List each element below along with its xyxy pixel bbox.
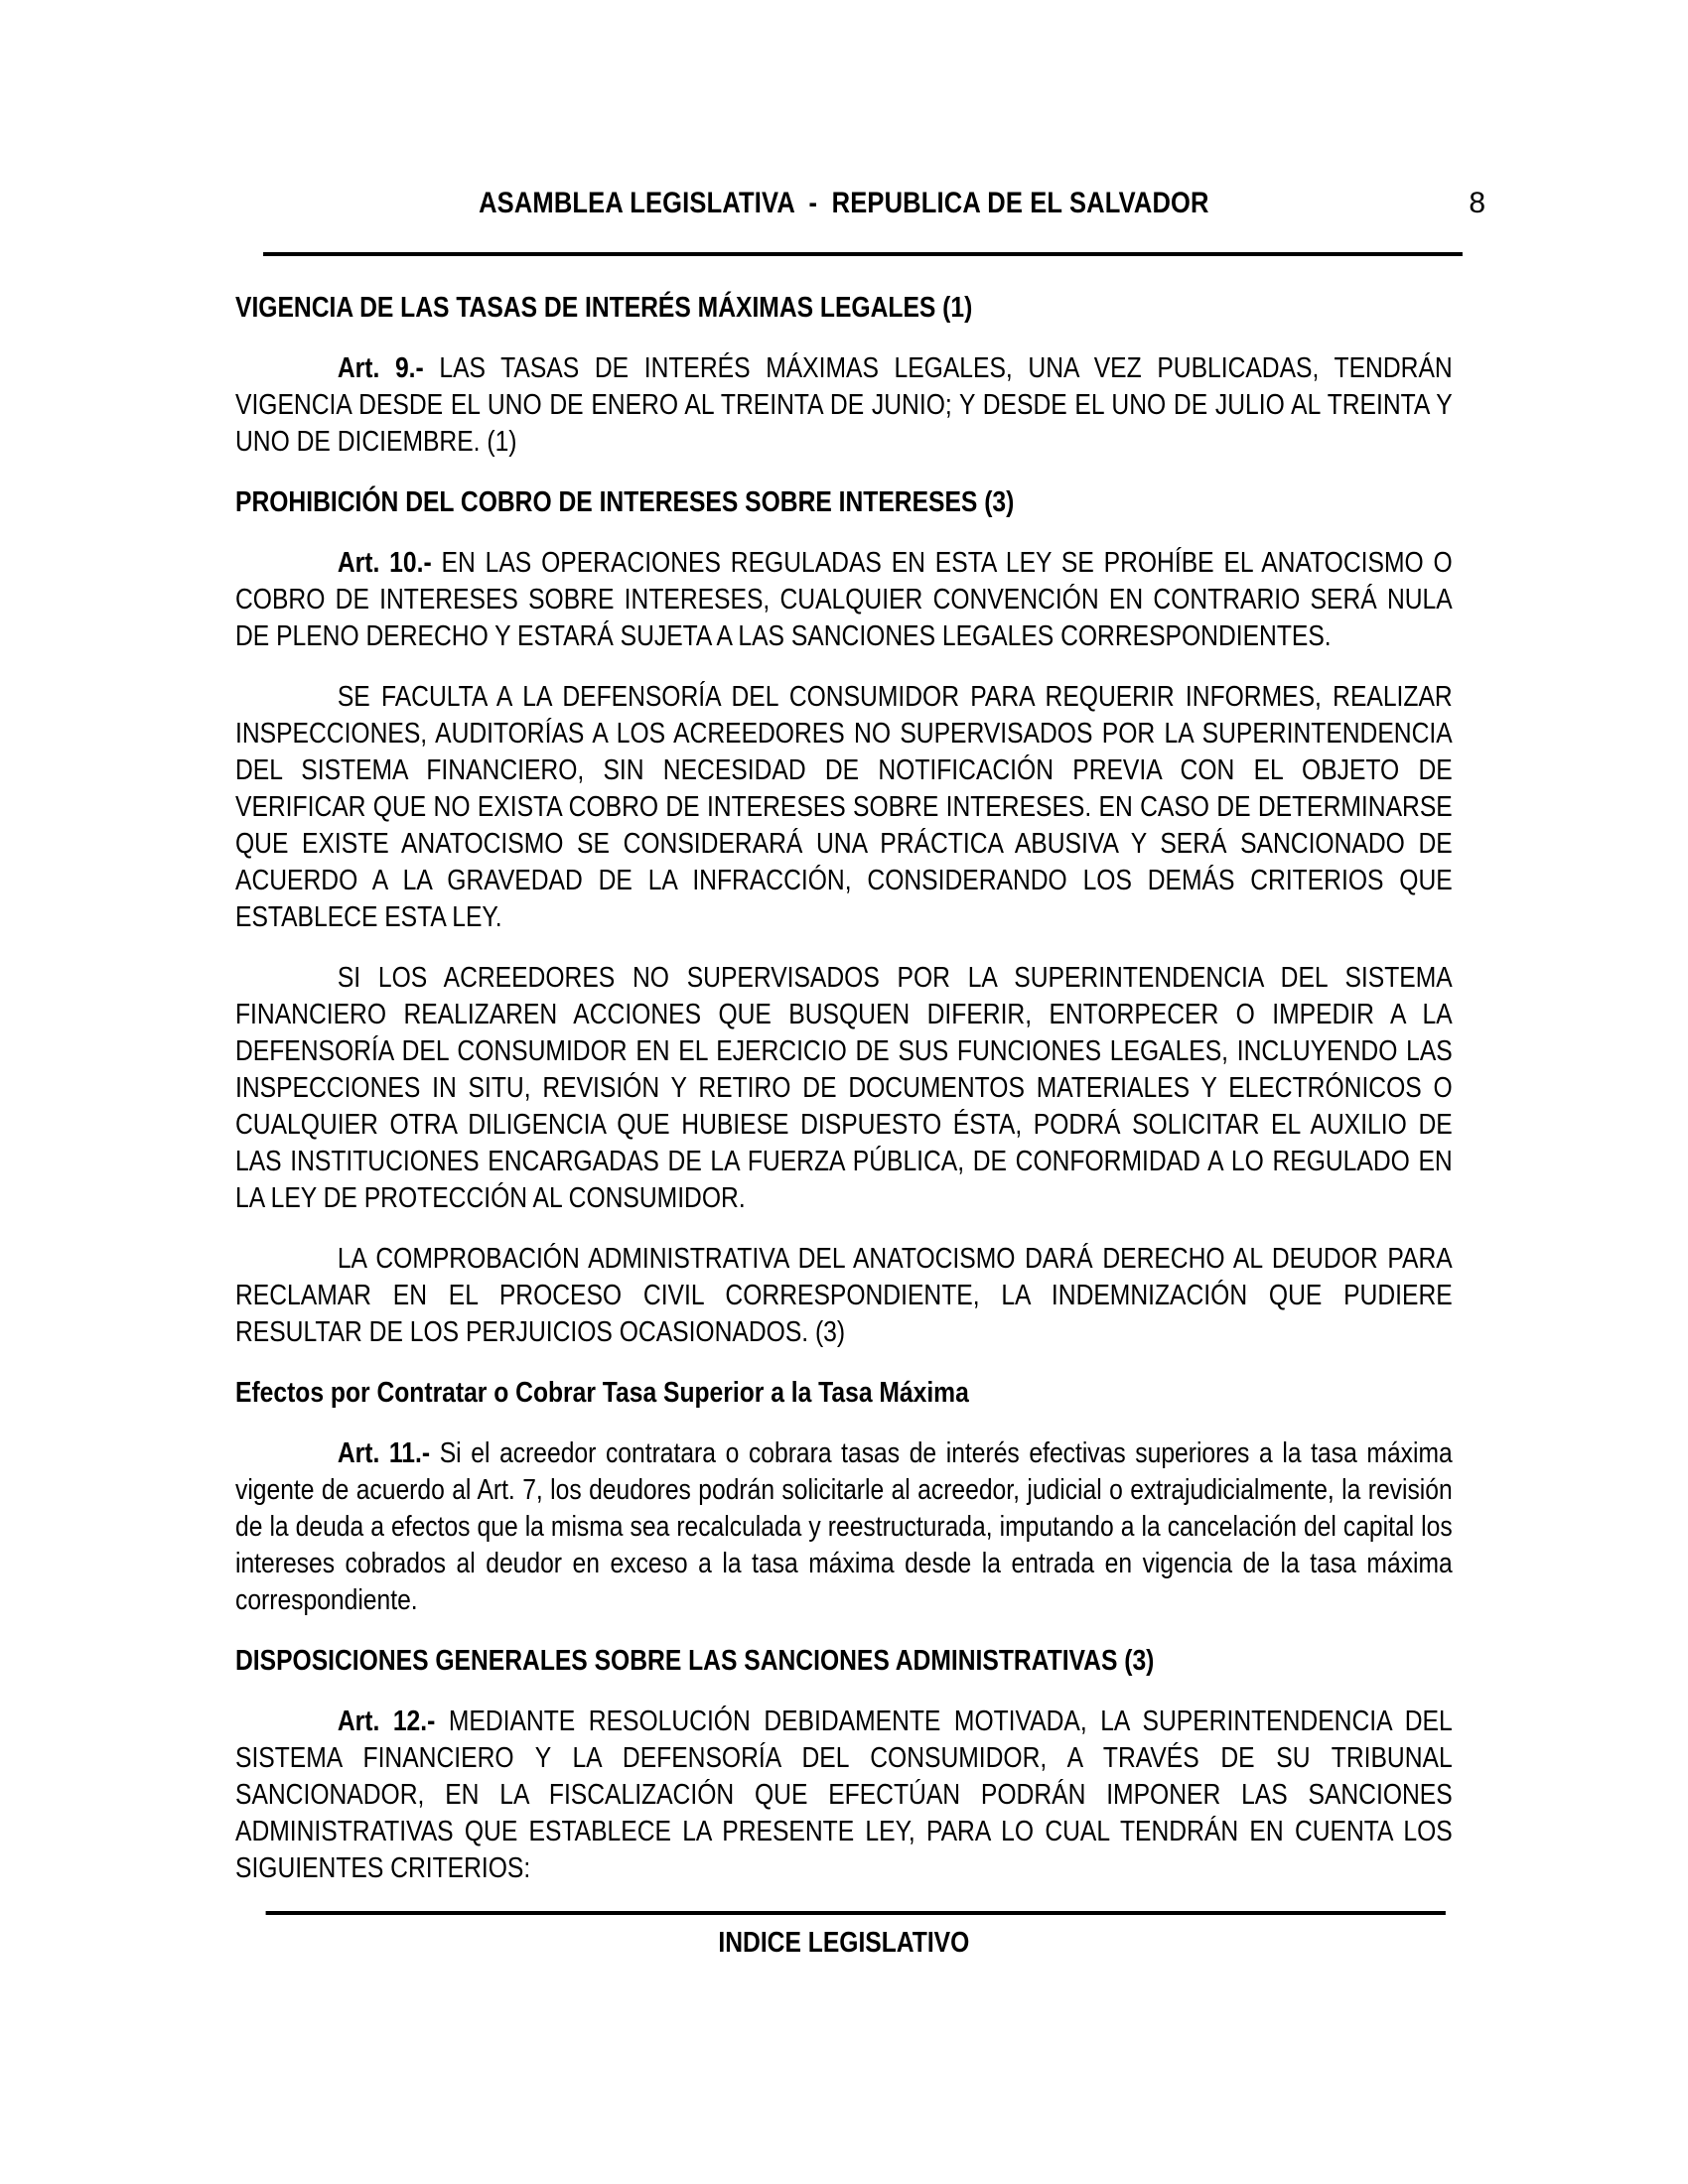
paragraph-acreedores-no-supervisados: SI LOS ACREEDORES NO SUPERVISADOS POR LA SUPERINTENDENCIA DEL SISTEMA FINANCIERO REALIZAREN ACCIONES QUE BUSQUEN DIFERIR, ENTORPECER O IMPEDIR A LA DEFENSORÍA DEL CONSUMIDOR EN EL EJERCICIO DE SUS FUNCIONES LEGALES, INCLUYENDO LAS INSPECCIONES IN SITU, REVISIÓN Y RETIRO DE DOCUMENTOS MATERIALES Y ELECTRÓNICOS O CUALQUIER OTRA DILIGENCIA QUE HUBIESE DISPUESTO ÉSTA, PODRÁ SOLICITAR EL AUXILIO DE LAS INSTITUCIONES ENCARGADAS DE LA FUERZA PÚBLICA, DE CONFORMIDAD A LO REGULADO EN LA LEY DE PROTECCIÓN AL CONSUMIDOR. xyxy=(235,962,1453,1214)
page-number: 8 xyxy=(1469,187,1485,219)
footer-rule xyxy=(266,1911,1446,1915)
paragraph-comprobacion-administrativa: LA COMPROBACIÓN ADMINISTRATIVA DEL ANATOCISMO DARÁ DERECHO AL DEUDOR PARA RECLAMAR EN EL PROCESO CIVIL CORRESPONDIENTE, LA INDEMNIZACIÓN QUE PUDIERE RESULTAR DE LOS PERJUICIOS OCASIONADOS. (3) xyxy=(235,1243,1453,1348)
page-content xyxy=(235,185,1453,1962)
article-9-text: LAS TASAS DE INTERÉS MÁXIMAS LEGALES, UNA VEZ PUBLICADAS, TENDRÁN VIGENCIA DESDE EL UNO DE ENERO AL TREINTA DE JUNIO; Y DESDE EL UNO DE JULIO AL TREINTA Y UNO DE DICIEMBRE. (1) xyxy=(235,352,1453,458)
heading-efectos-tasa-superior: Efectos por Contratar o Cobrar Tasa Superior a la Tasa Máxima xyxy=(235,1377,969,1409)
paragraph-art-10 xyxy=(235,545,1453,655)
article-12-label: Art. 12.- xyxy=(337,1706,436,1737)
article-11-label: Art. 11.- xyxy=(337,1437,431,1469)
page-header xyxy=(235,185,1453,221)
heading-vigencia-tasas: VIGENCIA DE LAS TASAS DE INTERÉS MÁXIMAS LEGALES (1) xyxy=(235,292,973,324)
paragraph-facultad-defensoria: SE FACULTA A LA DEFENSORÍA DEL CONSUMIDOR PARA REQUERIR INFORMES, REALIZAR INSPECCIONES, AUDITORÍAS A LOS ACREEDORES NO SUPERVISADOS POR LA SUPERINTENDENCIA DEL SISTEMA FINANCIERO, SIN NECESIDAD DE NOTIFICACIÓN PREVIA CON EL OBJETO DE VERIFICAR QUE NO EXISTA COBRO DE INTERESES SOBRE INTERESES. EN CASO DE DETERMINARSE QUE EXISTE ANATOCISMO SE CONSIDERARÁ UNA PRÁCTICA ABUSIVA Y SERÁ SANCIONADO DE ACUERDO A LA GRAVEDAD DE LA INFRACCIÓN, CONSIDERANDO LOS DEMÁS CRITERIOS QUE ESTABLECE ESTA LEY. xyxy=(235,681,1453,933)
header-title: ASAMBLEA LEGISLATIVA - REPUBLICA DE EL SALVADOR xyxy=(479,187,1209,219)
footer-indice-legislativo: INDICE LEGISLATIVO xyxy=(718,1927,970,1959)
paragraph-art-11 xyxy=(235,1435,1453,1619)
paragraph-art-12 xyxy=(235,1704,1453,1887)
article-9-label: Art. 9.- xyxy=(337,352,424,384)
heading-disposiciones-generales: DISPOSICIONES GENERALES SOBRE LAS SANCIONES ADMINISTRATIVAS (3) xyxy=(235,1645,1155,1677)
article-10-label: Art. 10.- xyxy=(337,547,432,579)
article-12-text: MEDIANTE RESOLUCIÓN DEBIDAMENTE MOTIVADA, LA SUPERINTENDENCIA DEL SISTEMA FINANCIERO Y LA DEFENSORÍA DEL CONSUMIDOR, A TRAVÉS DE SU TRIBUNAL SANCIONADOR, EN LA FISCALIZACIÓN QUE EFECTÚAN PODRÁN IMPONER LAS SANCIONES ADMINISTRATIVAS QUE ESTABLECE LA PRESENTE LEY, PARA LO CUAL TENDRÁN EN CUENTA LOS SIGUIENTES CRITERIOS: xyxy=(235,1706,1453,1884)
article-10-text: EN LAS OPERACIONES REGULADAS EN ESTA LEY SE PROHÍBE EL ANATOCISMO O COBRO DE INTERESES SOBRE INTERESES, CUALQUIER CONVENCIÓN EN CONTRARIO SERÁ NULA DE PLENO DERECHO Y ESTARÁ SUJETA A LAS SANCIONES LEGALES CORRESPONDIENTES. xyxy=(235,547,1453,652)
paragraph-art-9 xyxy=(235,350,1453,461)
header-rule xyxy=(263,252,1463,256)
heading-prohibicion-cobro: PROHIBICIÓN DEL COBRO DE INTERESES SOBRE INTERESES (3) xyxy=(235,486,1015,518)
article-11-text: Si el acreedor contratara o cobrara tasas de interés efectivas superiores a la tasa máxima vigente de acuerdo al Art. 7, los deudores podrán solicitarle al acreedor, judicial o extrajudicialmente, la revisión de la deuda a efectos que la misma sea recalculada y reestructurada, imputando a la cancelación del capital los intereses cobrados al deudor en exceso a la tasa máxima desde la entrada en vigencia de la tasa máxima correspondiente. xyxy=(235,1437,1453,1616)
